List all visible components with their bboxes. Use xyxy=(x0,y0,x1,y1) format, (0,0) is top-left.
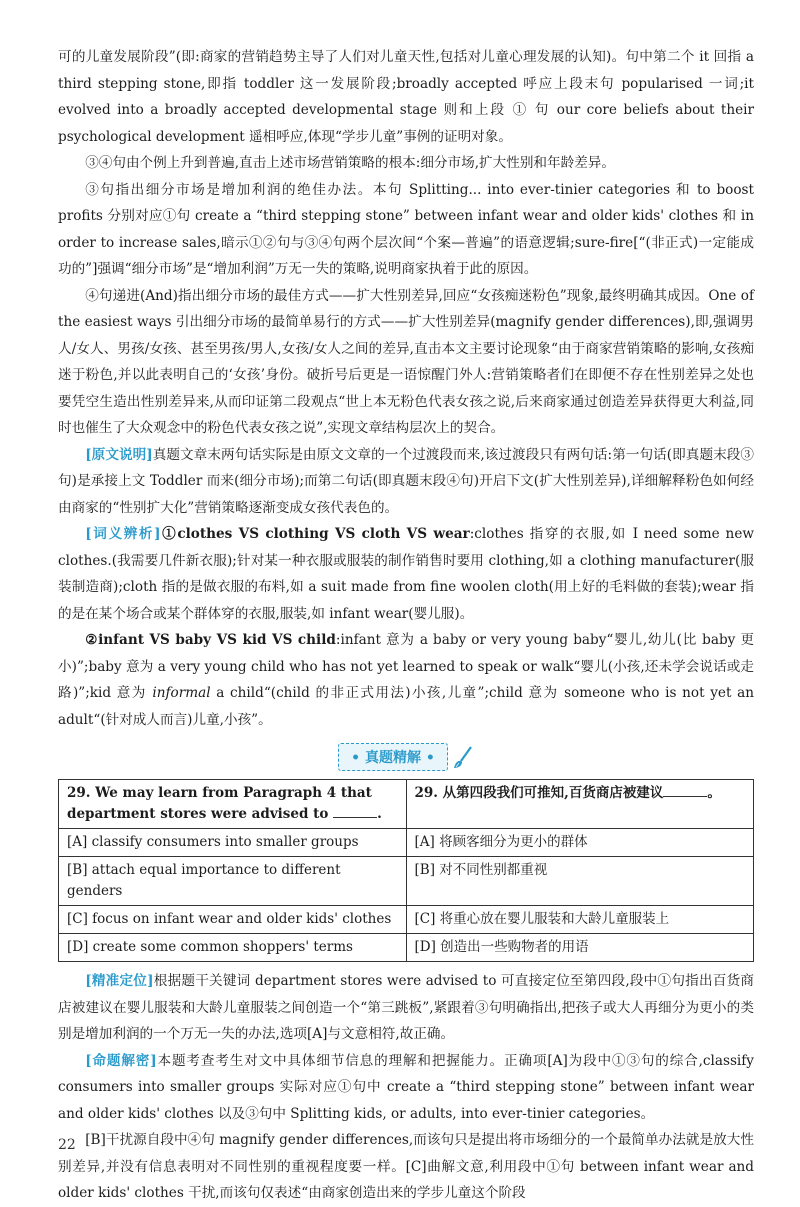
option-zh: [C] 将重心放在婴儿服装和大龄儿童服装上 xyxy=(406,906,754,934)
option-en: [B] attach equal importance to different genders xyxy=(59,857,407,906)
original-note-text: 真题文章末两句话实际是由原文文章的一个过渡段而来,该过渡段只有两句话:第一句话(即真题末段③句)是承接上文 Toddler 而来(细分市场);而第二句话(即真题末段④句)开启下文(扩大性别差异),详细解释粉色如何经由商家的“性别扩大化”营销策略逐渐变成女孩代表色的。 xyxy=(58,446,754,516)
paragraph: ③④句由个例上升到普遍,直击上述市场营销策略的根本:细分市场,扩大性别和年龄差异。 xyxy=(85,155,615,171)
paragraph: 可的儿童发展阶段”(即:商家的营销趋势主导了人们对儿童天性,包括对儿童心理发展的认知)。句中第二个 it 回指 a third stepping stone,即指 toddler 这一发展阶段;broadly accepted 呼应上段末句 popularised 一词;it evolved into a broadly accepted developmental stage 则和上段 ① 句 our core beliefs about their psychological development 遥相呼应,体现“学步儿童”事例的证明对象。 xyxy=(58,49,754,145)
vocab-item1-text: :clothes 指穿的衣服,如 I need some new clothes.(我需要几件新衣服);针对某一种衣服或服装的制作销售时要用 clothing,如 a clothing manufacturer(服装制造商);cloth 指的是做衣服的布料,如 a suit made from fine woolen cloth(用上好的毛料做的套装);wear 指的是在某个场合或某个群体穿的衣服,服装,如 infant wear(婴儿服)。 xyxy=(58,526,754,622)
vocab-item2-text-b: a child“(child 的非正式用法)小孩,儿童”;child 意为 someone who is not yet an adult“(针对成人而言)儿童,小孩”。 xyxy=(58,685,754,728)
vocab-item2-text-a: :infant 意为 a baby or very young baby“婴儿,幼儿(比 baby 更小)”;baby 意为 a very young child who has not yet learned to speak or walk“婴儿(小孩,还未学会说话或走路)”;kid 意为 xyxy=(58,632,755,701)
option-zh: [A] 将顾客细分为更小的群体 xyxy=(406,829,754,857)
option-en: [A] classify consumers into smaller groups xyxy=(59,829,407,857)
section-title-text: • 真题精解 • xyxy=(338,743,448,771)
table-row xyxy=(59,857,754,906)
option-zh: [B] 对不同性别都重视 xyxy=(406,857,754,906)
page-number: 22 xyxy=(58,1137,76,1153)
option-zh: [D] 创造出一些购物者的用语 xyxy=(406,934,754,962)
decode-note xyxy=(58,1048,754,1128)
page-body xyxy=(58,44,754,1207)
vocab-item2-head: ②infant VS baby VS kid VS child xyxy=(85,632,336,648)
original-note-label: [原文说明] xyxy=(85,446,153,463)
table-row xyxy=(59,906,754,934)
locate-text: 根据题干关键词 department stores were advised to 可直接定位至第四段,段中①句指出百货商店被建议在婴儿服装和大龄儿童服装之间创造一个“第三跳板”,紧跟着③句明确指出,把孩子或大人再细分为更小的类别是增加利润的一个万无一失的办法,选项[A]与文意相符,故正确。 xyxy=(58,973,754,1042)
vocab-item2-informal: informal xyxy=(152,685,211,701)
paragraph: ③句指出细分市场是增加利润的绝佳办法。本句 Splitting... into ever-tinier categories 和 to boost profits 分别对应①句 create a “third stepping stone” between infant wear and older kids' clothes 和 in order to increase sales,暗示①②句与③④句两个层次间“个案—普遍”的语意逻辑;sure-fire[“(非正式)一定能成功的”]强调“细分市场”是“增加利润”万无一失的策略,说明商家执着于此的原因。 xyxy=(58,181,754,277)
question-stem-en: 29. We may learn from Paragraph 4 that department stores were advised to . xyxy=(59,780,407,829)
table-row xyxy=(59,934,754,962)
table-row xyxy=(59,829,754,857)
table-row xyxy=(59,780,754,829)
section-title xyxy=(58,743,754,771)
vocab-note-1 xyxy=(58,521,754,627)
decode-label: [命题解密] xyxy=(85,1052,157,1069)
paragraph: [B]干扰源自段中④句 magnify gender differences,而该句只是提出将市场细分的一个最简单办法就是放大性别差异,并没有信息表明对不同性别的重视程度要一样。[C]曲解文意,利用段中①句 between infant wear and older kids' clothes 干扰,而该句仅表述“由商家创造出来的学步儿童这个阶段 xyxy=(58,1132,754,1201)
vocab-item1-head: ①clothes VS clothing VS cloth VS wear xyxy=(160,526,470,542)
vocab-note-2 xyxy=(58,627,754,733)
option-en: [C] focus on infant wear and older kids' clothes xyxy=(59,906,407,934)
vocab-label: [词义辨析] xyxy=(85,526,161,542)
decode-text: 本题考查考生对文中具体细节信息的理解和把握能力。正确项[A]为段中①③句的综合,classify consumers into smaller groups 实际对应①句中 create a “third stepping stone” between infant wear and older kids' clothes 以及③句中 Splitting kids, or adults, into ever-tinier categories。 xyxy=(58,1052,754,1122)
locate-note xyxy=(58,968,754,1048)
original-note xyxy=(58,442,754,522)
paragraph: ④句递进(And)指出细分市场的最佳方式——扩大性别差异,回应“女孩痴迷粉色”现象,最终明确其成因。One of the easiest ways 引出细分市场的最简单易行的方式——扩大性别差异(magnify gender differences),即,强调男人/女人、男孩/女孩、甚至男孩/男人,女孩/女人之间的差异,直击本文主要讨论现象“由于商家营销策略的影响,女孩痴迷于粉色,并以此表明自己的‘女孩’身份。破折号后更是一语惊醒门外人:营销策略者们在即便不存在性别差异之处也要凭空生造出性别差异来,从而印证第二段观点“世上本无粉色代表女孩之说,后来商家通过创造差异获得更大利益,同时也催生了大众观念中的粉色代表女孩之说”,实现文章结构层次上的契合。 xyxy=(58,287,754,436)
answer-blank xyxy=(333,805,377,818)
option-en: [D] create some common shoppers' terms xyxy=(59,934,407,962)
question-stem-zh: 29. 从第四段我们可推知,百货商店被建议 。 xyxy=(406,780,754,829)
locate-label: [精准定位] xyxy=(85,973,154,989)
brush-icon xyxy=(452,746,474,770)
answer-blank xyxy=(663,784,707,797)
question-table xyxy=(58,779,754,962)
